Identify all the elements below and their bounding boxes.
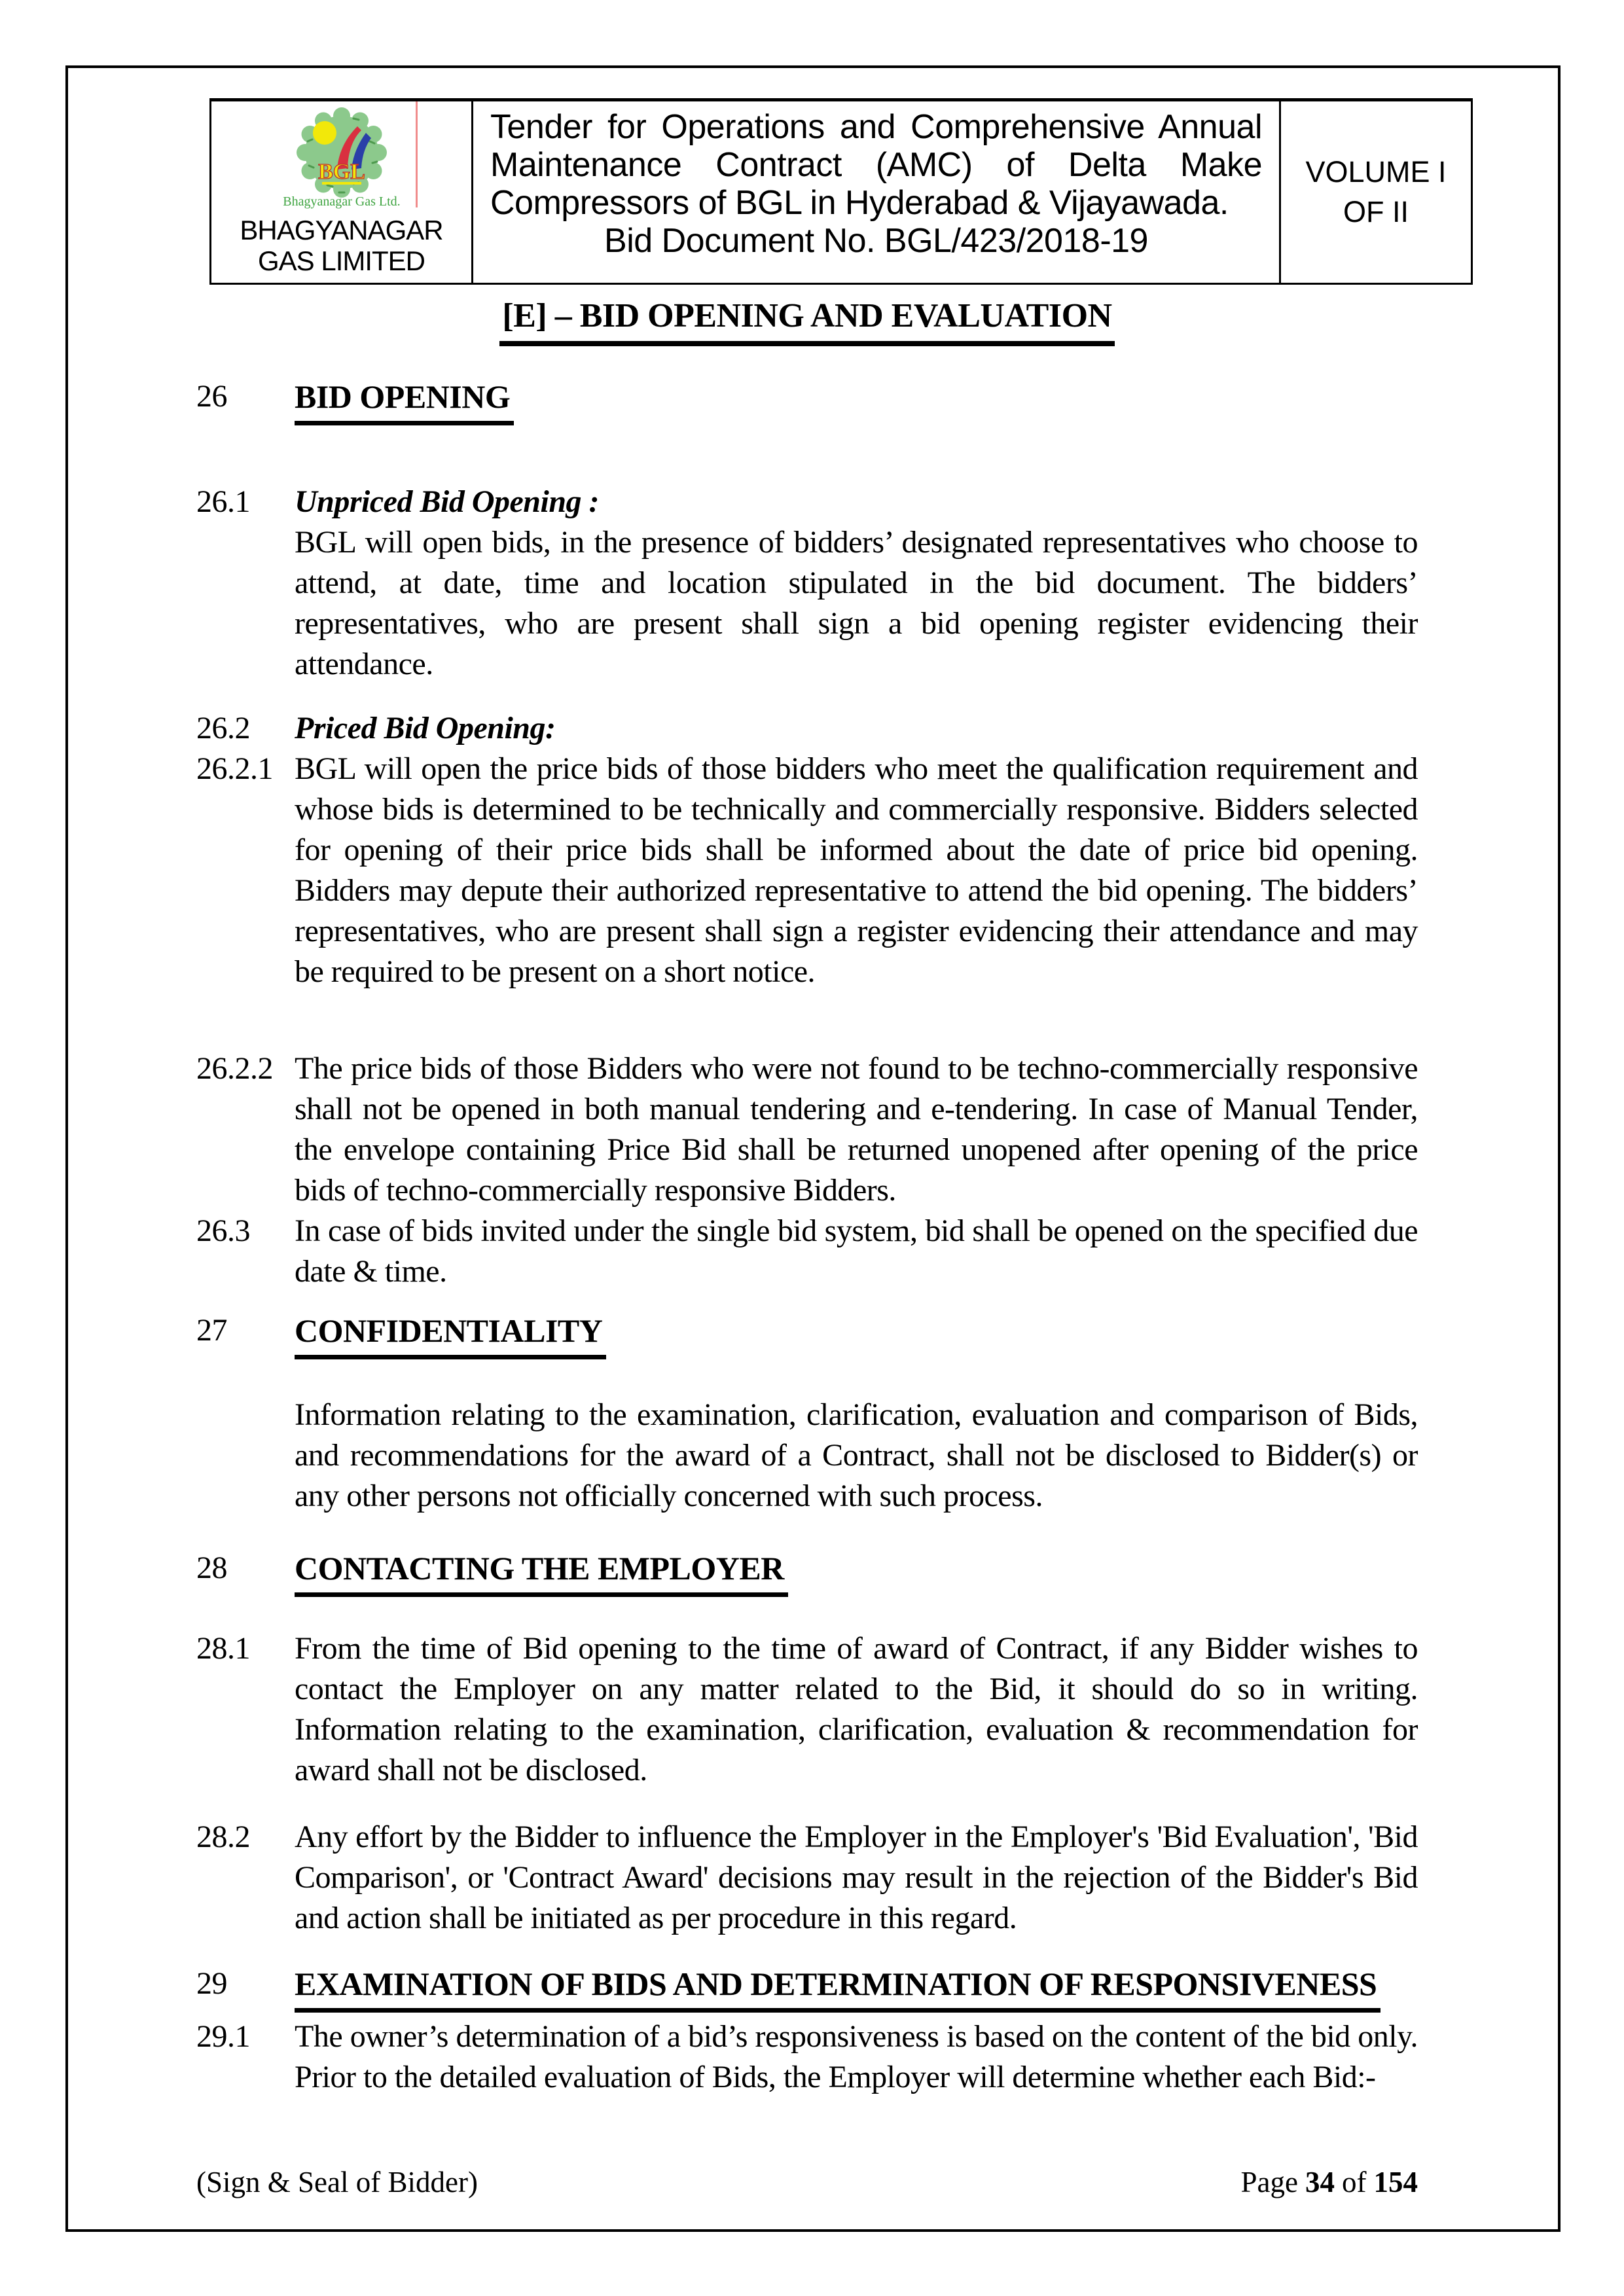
volume-cell <box>1281 101 1471 283</box>
document-body <box>196 296 1418 2098</box>
section-subheading: Unpriced Bid Opening : <box>295 484 600 519</box>
section-26-3 <box>196 1211 1418 1292</box>
section-27 <box>196 1310 1418 1359</box>
section-paragraph: The price bids of those Bidders who were not found to be techno-commercially responsive shall not be opened in both manual tendering and e-tendering. In case of Manual Tender, the envelope containing Price Bid shall be returned unopened after opening of the price bids of techno-commercially responsive Bidders. <box>295 1051 1418 1208</box>
bid-document-number: Bid Document No. BGL/423/2018-19 <box>604 222 1148 260</box>
section-heading: CONFIDENTIALITY <box>295 1310 606 1359</box>
section-number: 26.2.2 <box>196 1051 273 1086</box>
bgl-logo-icon <box>276 105 407 213</box>
section-29 <box>196 1964 1418 2013</box>
section-paragraph: Information relating to the examination, clarification, evaluation and comparison of Bids, and recommendations for the award of a Contract, shall not be disclosed to Bidder(s) or any other persons not officially concerned with such process. <box>295 1397 1418 1513</box>
section-number: 26.2 <box>196 711 250 745</box>
logo-subtitle: Bhagyanagar Gas Ltd. <box>282 194 401 209</box>
section-26-2-2 <box>196 1049 1418 1211</box>
section-29-1 <box>196 2017 1418 2098</box>
section-paragraph: BGL will open bids, in the presence of bidders’ designated representatives who choose to attend, at date, time and location stipulated in the bid document. The bidders’ representatives, who are present shall sign a bid opening register evidencing their attendance. <box>295 525 1418 681</box>
volume-line-1: VOLUME I <box>1305 154 1447 188</box>
volume-line-2: OF II <box>1343 194 1409 228</box>
section-heading: EXAMINATION OF BIDS AND DETERMINATION OF RESPONSIVENESS <box>295 1964 1380 2013</box>
section-26 <box>196 376 1418 425</box>
section-number: 27 <box>196 1313 227 1348</box>
section-paragraph: The owner’s determination of a bid’s responsiveness is based on the content of the bid only. Prior to the detailed evaluation of Bids, the Employer will determine whether each Bid:- <box>295 2019 1418 2094</box>
of-label: of <box>1342 2166 1367 2198</box>
section-number: 26 <box>196 379 227 414</box>
section-number: 29 <box>196 1966 227 2001</box>
section-heading: BID OPENING <box>295 376 514 425</box>
section-number: 28 <box>196 1551 227 1585</box>
section-paragraph: From the time of Bid opening to the time of award of Contract, if any Bidder wishes to contact the Employer on any matter related to the Bid, it should do so in writing. Information relating to the examination, clarification, evaluation & recommendation for award shall not be disclosed. <box>295 1631 1418 1787</box>
section-number: 28.2 <box>196 1820 250 1854</box>
section-26-2 <box>196 708 1418 749</box>
page-heading: [E] – BID OPENING AND EVALUATION <box>499 296 1114 346</box>
logo-acronym: BGL <box>317 160 365 184</box>
title-cell <box>473 101 1281 283</box>
section-paragraph: Any effort by the Bidder to influence the Employer in the Employer's 'Bid Evaluation', 'Bid Comparison', or 'Contract Award' decisions may result in the rejection of the Bidder's Bid and action shall be initiated as per procedure in this regard. <box>295 1820 1418 1935</box>
section-number: 29.1 <box>196 2019 250 2054</box>
section-subheading: Priced Bid Opening: <box>295 711 556 745</box>
section-paragraph: In case of bids invited under the single bid system, bid shall be opened on the specified due date & time. <box>295 1213 1418 1289</box>
page-total: 154 <box>1373 2166 1418 2198</box>
sun-icon <box>313 121 336 145</box>
section-28-2 <box>196 1817 1418 1939</box>
page-current: 34 <box>1305 2166 1335 2198</box>
section-28-1 <box>196 1628 1418 1791</box>
section-number: 28.1 <box>196 1631 250 1666</box>
section-number: 26.2.1 <box>196 751 273 786</box>
section-heading: CONTACTING THE EMPLOYER <box>295 1548 788 1597</box>
tender-title: Tender for Operations and Comprehensive Annual Maintenance Contract (AMC) of Delta Make Compressors of BGL in Hyderabad & Vijayawada. <box>490 108 1262 222</box>
section-27-body <box>196 1395 1418 1516</box>
header-table <box>209 98 1473 285</box>
page-heading-wrap <box>196 296 1418 346</box>
section-28 <box>196 1548 1418 1597</box>
scan-artifact-line <box>416 101 418 207</box>
section-number: 26.1 <box>196 484 250 519</box>
section-paragraph: BGL will open the price bids of those bidders who meet the qualification requirement and whose bids is determined to be technically and commercially responsive. Bidders selected for opening of their price bids shall be informed about the date of price bid opening. Bidders may depute their authorized representative to attend the bid opening. The bidders’ representatives, who are present shall sign a register evidencing their attendance and may be required to be present on a short notice. <box>295 751 1418 989</box>
org-name: BHAGYANAGAR GAS LIMITED <box>240 215 443 277</box>
sign-seal-note: (Sign & Seal of Bidder) <box>196 2166 478 2198</box>
page-footer <box>196 2165 1418 2199</box>
section-number: 26.3 <box>196 1213 250 1248</box>
section-26-1 <box>196 482 1418 685</box>
sections <box>196 376 1418 2098</box>
logo-cell <box>211 101 473 283</box>
section-26-2-1 <box>196 749 1418 992</box>
page-number <box>1241 2165 1418 2199</box>
page-label: Page <box>1240 2166 1298 2198</box>
